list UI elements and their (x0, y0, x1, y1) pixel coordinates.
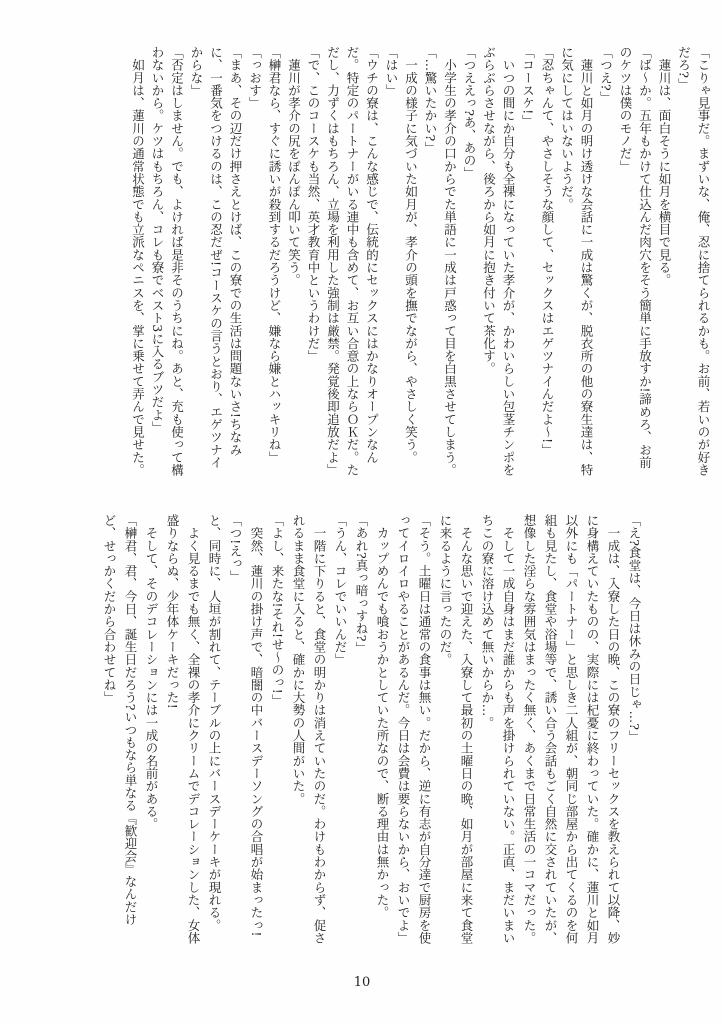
text-column: 蓮川と如月の明け透けな会話に一成は驚くが、脱衣所の他の寮生達は、特 (579, 46, 594, 477)
text-column: 一成の様子に気づいた如月が、孝介の頭を撫でながら、やさしく笑う。 (403, 46, 419, 464)
text-column: 盛りならぬ、少年体ケーキだった! (165, 514, 180, 709)
text-column: そんな思いで迎えた、入寮して最初の土曜日の晩、如月が部屋に来て食堂 (459, 514, 474, 945)
text-column: に来るように言ったのだ。 (438, 514, 453, 666)
text-column: 以外にも「パートナー」と思しき二人組が、朝同じ部屋から出てくるのを何 (564, 514, 579, 945)
text-column: 「…驚いたかい?」 (423, 46, 438, 155)
text-column: 想像した淫らな雰囲気はまったく無く、あくまで日常生活の一コマだった。 (522, 514, 537, 945)
text-column: 「ウチの寮は、こんな感じで、伝統的にセックスにはかなりオープンなん (364, 46, 380, 464)
text-column: ど、せっかくだから合わせてね」 (102, 514, 117, 704)
text-column: に、一番気をつけるのは、この忍だぜ!コースケの言うとおり、エゲツナイ (208, 46, 224, 469)
text-column: そして一成自身はまだ誰からも声を掛けられていない。正直、まだいまい (501, 514, 516, 945)
text-column: 「まあ、その辺だけ押さえとけば、この寮での生活は問題ないさ!ちなみ (228, 46, 243, 456)
text-column: わないから。ケツはもちろん、コレも寮でベスト3に入るブツだよ」 (150, 46, 165, 434)
text-column: に身構えていたものの、実際には杞憂に終わっていた。確かに、蓮川と如月 (585, 514, 600, 945)
text-column: 小学生の孝介の口からでた単語に一成は戸惑って目を白黒させてしまう。 (442, 46, 458, 477)
text-column: 「で、このコースケも当然、英才教育中というわけだ」 (306, 46, 321, 363)
text-column: れるまま食堂に入ると、確かに大勢の人間がいた。 (291, 514, 306, 805)
page-number: 10 (353, 975, 371, 990)
text-column: 「忍ちゃんて、やさしそうな顔して、セックスはエゲツナイんだよ〜!」 (540, 46, 555, 456)
text-column: からな」 (189, 46, 204, 97)
text-column: カップめんでも喰おうかとしていた所なので、断る理由は無かった。 (375, 514, 390, 919)
text-column: 「はい」 (384, 46, 399, 97)
text-column: 「よし、来たな!それ!せ〜のっ!」 (270, 514, 285, 707)
text-block-top (128, 46, 713, 488)
text-column: 「榊君、君、今日、誕生日だろう?いつもなら単なる『歓迎会』なんだけ (123, 514, 138, 926)
text-column: 蓮川は、面白そうに如月を横目で見る。 (657, 46, 672, 287)
text-column: だろ?」 (676, 46, 692, 91)
text-column: 「っおす」 (247, 46, 263, 110)
text-column: 「つえ?」 (598, 46, 614, 104)
text-column: 一階に下りると、食堂の明かりは消えていたのだ。わけもわからず、促さ (312, 514, 327, 945)
text-column: 突然、蓮川の掛け声で、暗闇の中バースデーソングの合唱が始まったっ! (249, 514, 264, 937)
text-block-bottom (99, 514, 645, 956)
text-column: 「つええっ?あ、あの」 (462, 46, 477, 180)
text-column: 「え?食堂は、今日は休みの日じゃ…?」 (627, 514, 642, 743)
text-column: だ。特定のパートナーがいる連中も含めて、お互い合意の上ならＯＫだ。た (345, 46, 360, 477)
text-column: 「榊君なら、すぐに誘いが殺到するだろうけど、嫌なら嫌とハッキリね」 (267, 46, 282, 464)
text-column: 蓮川が孝介の尻をぽんぽん叩いて笑う。 (286, 46, 302, 287)
text-column: だし、力ずくはもちろん、立場を利用した強制は厳禁。発覚後即追放だよ」 (325, 46, 341, 477)
text-column: 「否定はしません。でも、よければ是非そのうちにね。あと、充も使って構 (169, 46, 185, 477)
text-column: 「こりゃ見事だ。まずいな、俺、忍に捨てられるかも。お前、若いのが好き (696, 46, 711, 477)
text-column: 「あれ?真っ暗っすね?」 (354, 514, 369, 655)
text-column: 「つ!えっ」 (228, 514, 243, 583)
text-column: そして、そのデコレーションには一成の名前がある。 (144, 514, 159, 831)
text-column: に気にしてはいないようだ。 (559, 46, 575, 211)
text-column: 如月は、蓮川の通常状態でも立派なペニスを、掌に乗せて弄んで見せた。 (130, 46, 146, 477)
text-column: 「ば〜か。五年もかけて仕込んだ肉穴をそう簡単に手放すか!諦めろ、お前 (637, 46, 653, 469)
text-column: ちこの寮に溶け込めて無いからか…。 (480, 514, 495, 730)
text-column: 「コースケ!」 (520, 46, 536, 128)
text-column: 「うん、コレでいいんだ」 (333, 514, 348, 666)
text-column: のケツは僕のモノだ」 (618, 46, 633, 173)
text-column: いつの間にか自分も全裸になっていた孝介が、かわいらしい包茎チンポを (501, 46, 516, 477)
text-column: 組も見たし、食堂や浴場等で、誘い合う会話もごく自然に交されていたが、 (543, 514, 558, 945)
text-column: ぶらぶらさせながら、後ろから如月に抱き付いて茶化す。 (481, 46, 497, 375)
text-column: ってイロイロやることがあるんだ。今日は会費は要らないから、おいでよ」 (396, 514, 411, 945)
text-column: 一成は、入寮した日の晩、この寮のフリーセックスを教えられて以降、妙 (606, 514, 621, 945)
text-column: よく見るまでも無く、全裸の孝介にクリームでデコレーションした、女体 (186, 514, 201, 945)
text-column: 「そう。土曜日は通常の食事は無い。だから、逆に有志が自分達で厨房を使 (417, 514, 432, 945)
text-column: と、同時に、人垣が割れて、テーブルの上にバースデーケーキが現れる。 (207, 514, 222, 932)
